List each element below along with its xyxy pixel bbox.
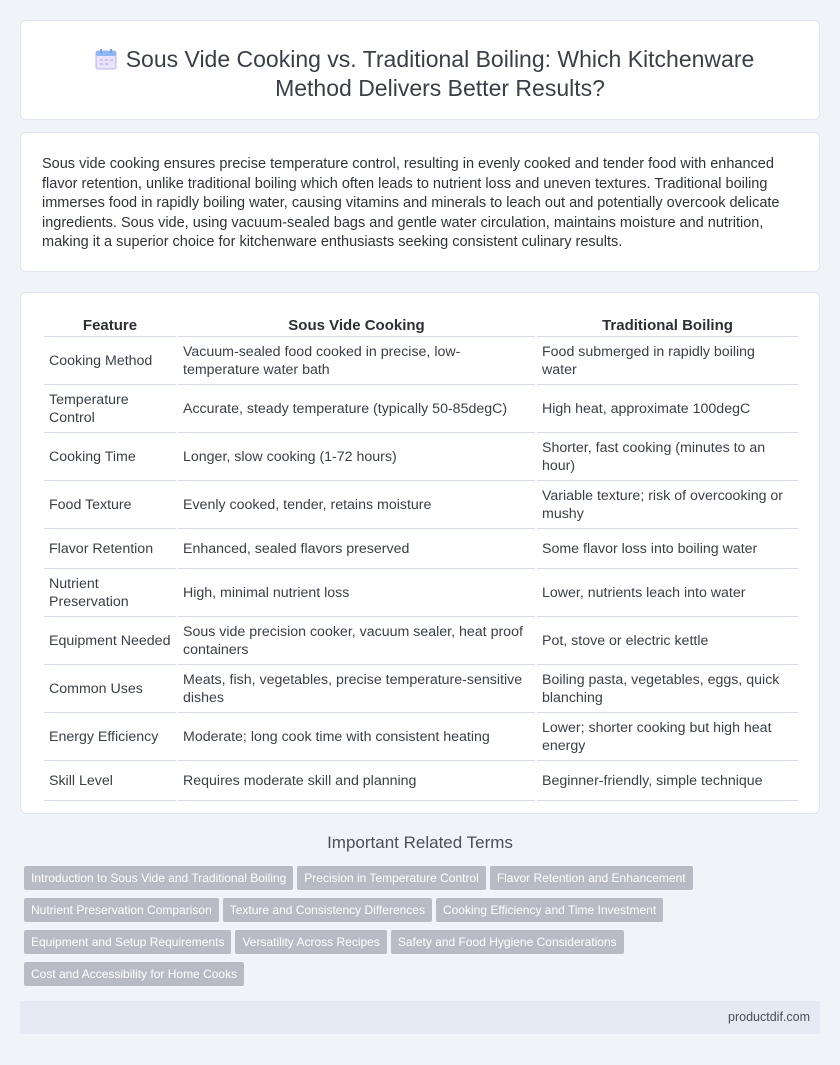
table-row (44, 761, 798, 801)
table-cell-feature: Flavor Retention (44, 529, 176, 569)
table-row (44, 337, 798, 385)
table-row (44, 481, 798, 529)
table-cell-boiling: High heat, approximate 100degC (537, 385, 798, 433)
table-row (44, 569, 798, 617)
table-cell-feature: Cooking Time (44, 433, 176, 481)
table-cell-feature: Equipment Needed (44, 617, 176, 665)
related-term-tag[interactable]: Flavor Retention and Enhancement (490, 866, 693, 890)
related-term-tag[interactable]: Cost and Accessibility for Home Cooks (24, 962, 244, 986)
table-cell-sous-vide: Longer, slow cooking (1-72 hours) (178, 433, 535, 481)
intro-card (20, 132, 820, 272)
table-cell-sous-vide: Moderate; long cook time with consistent heating (178, 713, 535, 761)
table-cell-sous-vide: Requires moderate skill and planning (178, 761, 535, 801)
related-term-tag[interactable]: Equipment and Setup Requirements (24, 930, 231, 954)
table-cell-boiling: Pot, stove or electric kettle (537, 617, 798, 665)
related-term-tag[interactable]: Introduction to Sous Vide and Traditional Boiling (24, 866, 293, 890)
table-cell-sous-vide: Sous vide precision cooker, vacuum sealer, heat proof containers (178, 617, 535, 665)
table-header-cell: Feature (44, 315, 176, 337)
table-cell-boiling: Lower, nutrients leach into water (537, 569, 798, 617)
table-row (44, 665, 798, 713)
page-title-text: Sous Vide Cooking vs. Traditional Boiling: Which Kitchenware Method Delivers Better Results? (125, 46, 755, 101)
table-cell-boiling: Boiling pasta, vegetables, eggs, quick blanching (537, 665, 798, 713)
related-term-tag[interactable]: Safety and Food Hygiene Considerations (391, 930, 624, 954)
related-terms-title: Important Related Terms (327, 833, 513, 852)
table-cell-sous-vide: Vacuum-sealed food cooked in precise, low-temperature water bath (178, 337, 535, 385)
table-header-row (44, 315, 798, 337)
table-cell-sous-vide: Evenly cooked, tender, retains moisture (178, 481, 535, 529)
table-cell-feature: Nutrient Preservation (44, 569, 176, 617)
related-term-tag[interactable]: Precision in Temperature Control (297, 866, 486, 890)
table-row (44, 385, 798, 433)
intro-paragraph: Sous vide cooking ensures precise temperature control, resulting in evenly cooked and tender food with enhanced flavor retention, unlike traditional boiling which often leads to nutrient loss and uneven textures. Traditional boiling immerses food in rapidly boiling water, causing vitamins and minerals to leach out and potentially overcook delicate ingredients. Sous vide, using vacuum-sealed bags and gentle water circulation, maintains moisture and nutrition, making it a superior choice for kitchenware enthusiasts seeking consistent culinary results. (42, 156, 780, 251)
related-term-tag[interactable]: Versatility Across Recipes (235, 930, 386, 954)
footer-site-link[interactable]: productdif.com (728, 1010, 810, 1024)
table-header-cell: Traditional Boiling (537, 315, 798, 337)
related-term-tag[interactable]: Texture and Consistency Differences (223, 898, 432, 922)
table-cell-feature: Skill Level (44, 761, 176, 801)
table-cell-feature: Common Uses (44, 665, 176, 713)
page-title (21, 45, 819, 103)
title-card (20, 20, 820, 120)
comparison-table (42, 315, 800, 801)
table-cell-boiling: Variable texture; risk of overcooking or mushy (537, 481, 798, 529)
related-term-tag[interactable]: Nutrient Preservation Comparison (24, 898, 219, 922)
comparison-table-card (20, 292, 820, 814)
table-cell-boiling: Shorter, fast cooking (minutes to an hour) (537, 433, 798, 481)
table-header-cell: Sous Vide Cooking (178, 315, 535, 337)
table-cell-feature: Cooking Method (44, 337, 176, 385)
related-terms-tags (24, 866, 724, 994)
table-cell-boiling: Some flavor loss into boiling water (537, 529, 798, 569)
table-cell-sous-vide: Enhanced, sealed flavors preserved (178, 529, 535, 569)
table-cell-feature: Energy Efficiency (44, 713, 176, 761)
table-cell-sous-vide: Accurate, steady temperature (typically 50-85degC) (178, 385, 535, 433)
table-row (44, 713, 798, 761)
table-row (44, 617, 798, 665)
table-cell-boiling: Beginner-friendly, simple technique (537, 761, 798, 801)
table-cell-feature: Food Texture (44, 481, 176, 529)
related-term-tag[interactable]: Cooking Efficiency and Time Investment (436, 898, 663, 922)
table-row (44, 529, 798, 569)
table-cell-boiling: Food submerged in rapidly boiling water (537, 337, 798, 385)
footer (20, 1001, 820, 1034)
table-cell-feature: Temperature Control (44, 385, 176, 433)
table-cell-sous-vide: High, minimal nutrient loss (178, 569, 535, 617)
table-cell-boiling: Lower; shorter cooking but high heat energy (537, 713, 798, 761)
table-row (44, 433, 798, 481)
table-cell-sous-vide: Meats, fish, vegetables, precise temperature-sensitive dishes (178, 665, 535, 713)
